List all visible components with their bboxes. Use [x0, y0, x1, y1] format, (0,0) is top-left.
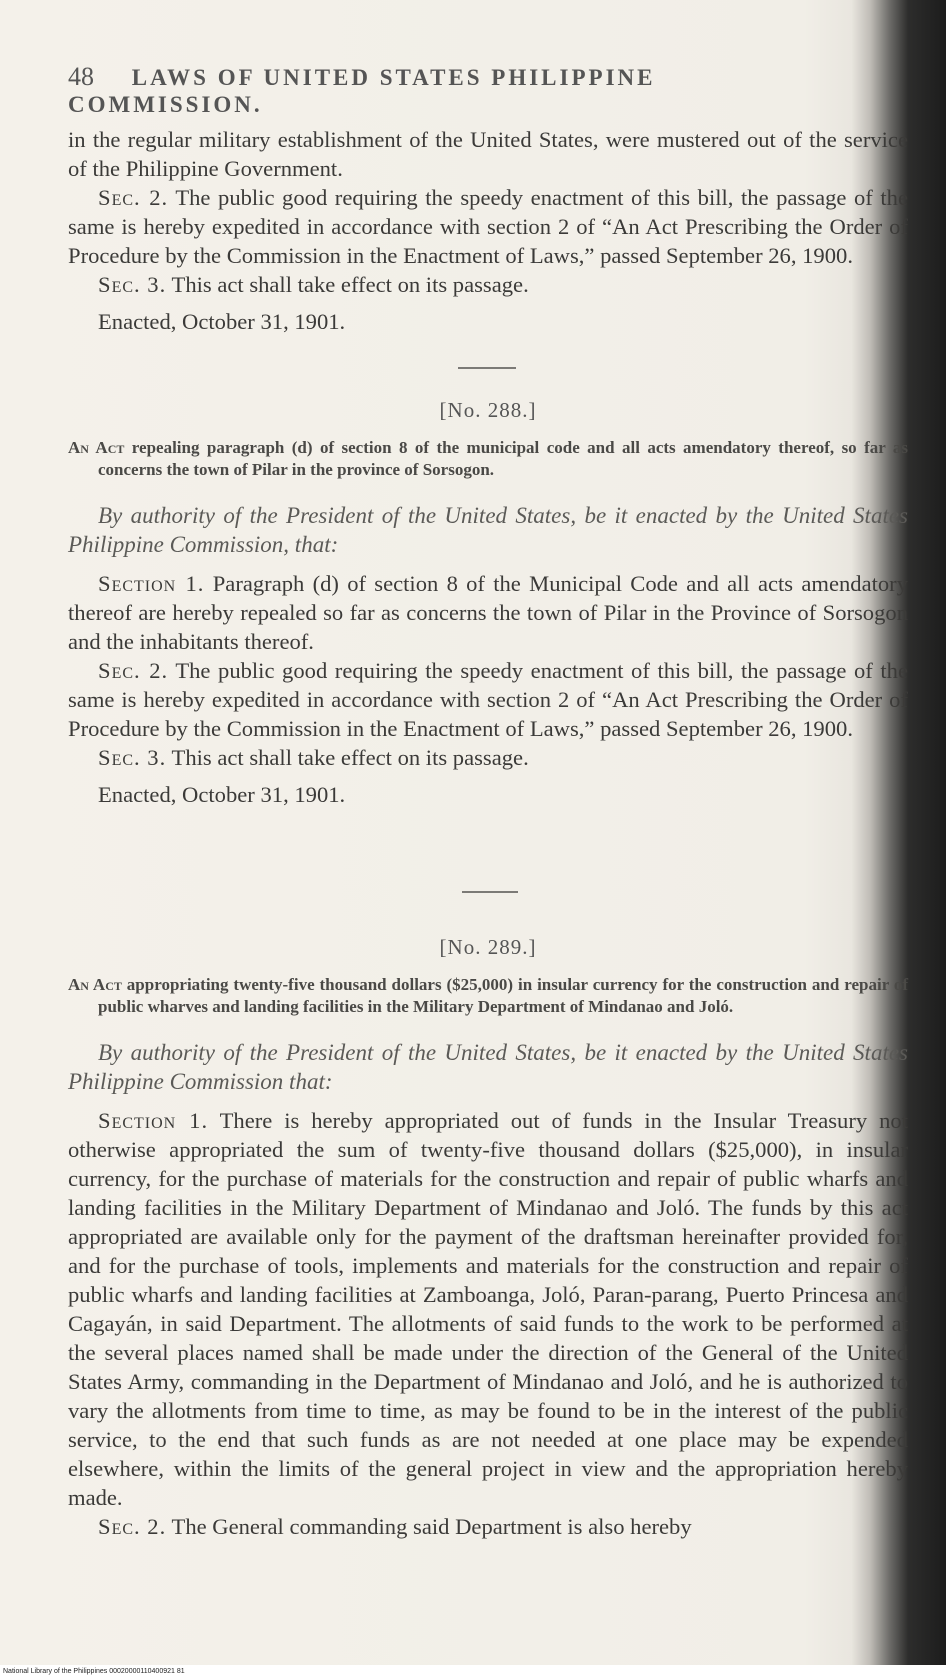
- page-number: 48: [68, 62, 94, 91]
- section-label: Sec. 2.: [98, 1514, 167, 1539]
- act-number: [No. 289.]: [439, 935, 537, 959]
- section-text: The public good requiring the speedy enactment of this bill, the passage of the same is hereby expedited in accordance with section 2 of “An Act Prescribing the Order of Procedure by the Commission in the Enactment of Laws,” passed September 26, 1900.: [68, 658, 908, 741]
- act-288: [68, 398, 908, 809]
- section-label: Sec. 2.: [98, 658, 169, 683]
- act-sec1: [68, 569, 908, 656]
- running-header: [68, 62, 858, 118]
- act-sec2: [68, 656, 908, 743]
- prev-act-continuation: in the regular military establishment of the United States, were mustered out of the service of the Philippine Government.: [68, 127, 908, 181]
- section-label: Sec. 3.: [98, 745, 167, 770]
- act-title-text: appropriating twenty-five thousand dollars ($25,000) in insular currency for the construction and repair of public wharves and landing facilities in the Military Department of Mindanao and Joló.: [98, 975, 909, 1016]
- act-title-text: repealing paragraph (d) of section 8 of the municipal code and all acts amendatory thereof, so far as concerns the town of Pilar in the province of Sorsogon.: [98, 438, 909, 479]
- section-text: The General commanding said Department is also hereby: [171, 1514, 692, 1539]
- section-label: Sec. 3.: [98, 272, 167, 297]
- act-sec3: [68, 743, 908, 772]
- act-289: [68, 935, 908, 1541]
- section-text: There is hereby appropriated out of funds in the Insular Treasury not otherwise appropriated the sum of twenty-five thousand dollars ($25,000), in insular currency, for the purchase of materials for the construction and repair of public wharfs and landing facilities in the Military Department of Mindanao and Joló. The funds by this act appropriated are available only for the payment of the draftsman hereinafter provided for, and for the purchase of tools, implements and materials for the construction and repair of public wharfs and landing facilities at Zamboanga, Joló, Paran-parang, Puerto Princesa and Cagayán, in said Department. The allotments of said funds to the work to be performed at the several places named shall be made under the direction of the General of the United States Army, commanding in the Department of Mindanao and Joló, and he is authorized to vary the allotments from time to time, as may be found to be in the interest of the public service, to the end that such funds as are not needed at one place may be expended elsewhere, within the limits of the general project in view and the appropriation hereby made.: [68, 1108, 908, 1510]
- section-label: Sec. 2.: [98, 185, 169, 210]
- section-text: This act shall take effect on its passage.: [171, 745, 529, 770]
- act-sec2: [68, 1512, 908, 1541]
- prev-act-sec3: [68, 270, 908, 299]
- section-text: Paragraph (d) of section 8 of the Municipal Code and all acts amendatory thereof are hereby repealed so far as concerns the town of Pilar in the Province of Sorsogon and the inhabitants thereof.: [68, 571, 908, 654]
- prev-act-enacted: Enacted, October 31, 1901.: [98, 309, 346, 334]
- divider-rule: [462, 891, 518, 893]
- prev-act-sec2: [68, 183, 908, 270]
- section-text: The public good requiring the speedy enactment of this bill, the passage of the same is hereby expedited in accordance with section 2 of “An Act Prescribing the Order of Procedure by the Commission in the Enactment of Laws,” passed September 26, 1900.: [68, 185, 908, 268]
- act-number: [No. 288.]: [439, 398, 537, 422]
- section-text: This act shall take effect on its passage.: [171, 272, 529, 297]
- enacting-clause: By authority of the President of the United States, be it enacted by the United States Philippine Commission that:: [68, 1040, 908, 1094]
- act-title: [68, 974, 908, 1018]
- section-label: Section 1.: [98, 571, 205, 596]
- enacting-clause: By authority of the President of the United States, be it enacted by the United States Philippine Commission, that:: [68, 503, 908, 557]
- act-enacted: Enacted, October 31, 1901.: [98, 782, 346, 807]
- act-title: [68, 437, 908, 481]
- act-title-lead: An Act: [68, 975, 122, 994]
- act-title-lead: An Act: [68, 438, 125, 457]
- scan-footer: National Library of the Philippines 00020000110400921 81: [0, 1665, 946, 1679]
- act-sec1: [68, 1106, 908, 1512]
- prev-act-section: [68, 125, 908, 336]
- section-label: Section 1.: [98, 1108, 209, 1133]
- divider-rule: [458, 367, 516, 369]
- running-title: LAWS OF UNITED STATES PHILIPPINE COMMISSION.: [68, 65, 656, 117]
